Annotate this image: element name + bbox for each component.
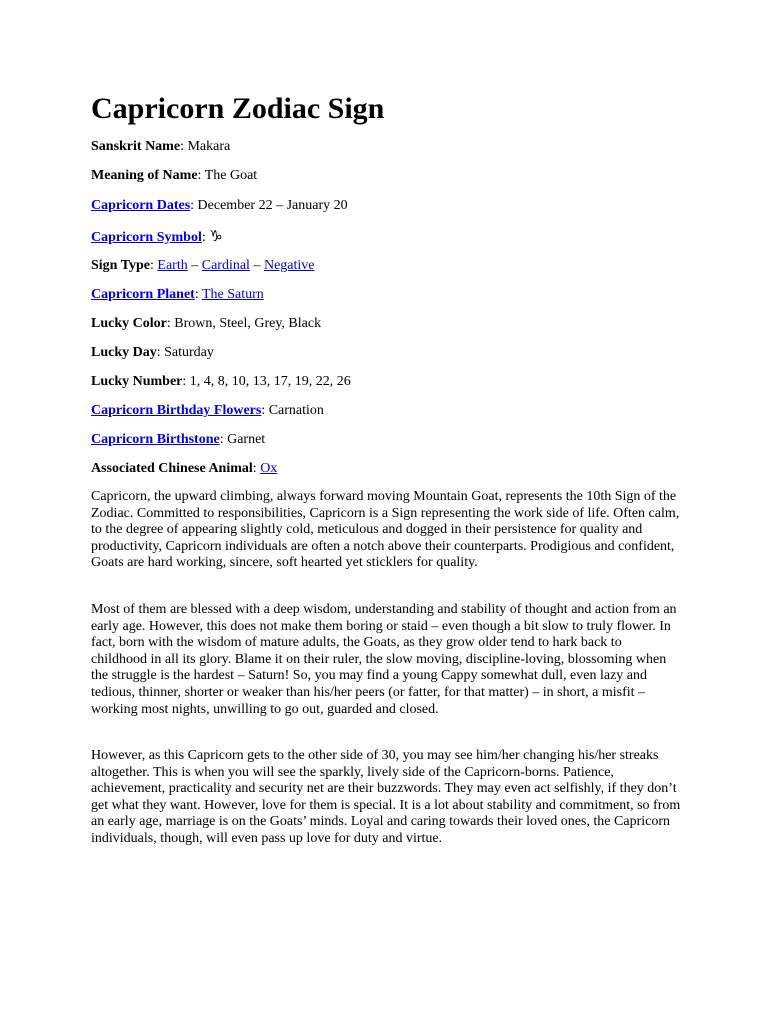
field-label: Lucky Number (91, 374, 183, 389)
capricorn-glyph-icon: ♑ (209, 227, 223, 245)
field-label: Lucky Day (91, 345, 157, 360)
ox-link[interactable]: Ox (260, 461, 278, 476)
field-lucky-color: Lucky Color: Brown, Steel, Grey, Black (91, 316, 322, 331)
earth-link[interactable]: Earth (157, 258, 188, 273)
field-sanskrit-name: Sanskrit Name: Makara (91, 139, 231, 154)
birthday-flowers-link[interactable]: Capricorn Birthday Flowers (91, 403, 262, 418)
field-value: 1, 4, 8, 10, 13, 17, 19, 22, 26 (189, 374, 351, 389)
field-capricorn-planet: Capricorn Planet: The Saturn (91, 287, 264, 302)
field-meaning-of-name: Meaning of Name: The Goat (91, 168, 258, 183)
field-lucky-day: Lucky Day: Saturday (91, 345, 214, 360)
the-saturn-link[interactable]: The Saturn (201, 287, 264, 302)
field-label: Meaning of Name (91, 168, 198, 183)
field-chinese-animal: Associated Chinese Animal: Ox (91, 461, 278, 476)
field-capricorn-dates: Capricorn Dates: December 22 – January 20 (91, 198, 348, 213)
field-value: Brown, Steel, Grey, Black (174, 316, 322, 331)
field-label: Sanskrit Name (91, 139, 181, 154)
field-label: Lucky Color (91, 316, 167, 331)
field-lucky-number: Lucky Number: 1, 4, 8, 10, 13, 17, 19, 22, 26 (91, 374, 351, 389)
capricorn-dates-link[interactable]: Capricorn Dates (91, 198, 191, 213)
field-value: Saturday (164, 345, 214, 360)
field-label: Associated Chinese Animal (91, 461, 253, 476)
field-value: December 22 – January 20 (197, 198, 348, 213)
separator: – (191, 258, 199, 273)
field-birthday-flowers: Capricorn Birthday Flowers: Carnation (91, 403, 324, 418)
capricorn-planet-link[interactable]: Capricorn Planet (91, 287, 195, 302)
field-value: The Goat (204, 168, 258, 183)
field-value: Makara (187, 139, 231, 154)
page-title: Capricorn Zodiac Sign (91, 92, 385, 125)
cardinal-link[interactable]: Cardinal (201, 258, 250, 273)
field-value: Garnet (227, 432, 266, 447)
paragraph: However, as this Capricorn gets to the other side of 30, you may see him/her changing his/her streaks altogether. This is when you will see the sparkly, lively side of the Capricorn-borns. Patience, achievement, practicality and security net are their buzzwords. They may even act selfishly, if they don’t get what they want. However, love for them is special. It is a lot about stability and commitment, so from an early age, marriage is on the Goats’ minds. Loyal and caring towards their loved ones, the Capricorn individuals, though, will even pass up love for duty and virtue. (91, 748, 681, 846)
field-value: Carnation (268, 403, 324, 418)
separator: – (253, 258, 261, 273)
field-sign-type: Sign Type: Earth – Cardinal – Negative (91, 258, 315, 273)
paragraph: Most of them are blessed with a deep wisdom, understanding and stability of thought and action from an early age. However, this does not make them boring or staid – even though a bit slow to truly flower. In fact, born with the wisdom of mature adults, the Goats, as they grow older tend to hark back to childhood in all its glory. Blame it on their ruler, the slow moving, discipline-loving, blossoming when the struggle is the hardest – Saturn! So, you may find a young Cappy somewhat dull, even lazy and tedious, thinner, shorter or weaker than his/her peers (or fatter, for that matter) – in short, a misfit – working most nights, unwilling to go out, guarded and closed. (91, 602, 677, 717)
field-capricorn-symbol: Capricorn Symbol: ♑ (91, 227, 223, 245)
field-birthstone: Capricorn Birthstone: Garnet (91, 432, 266, 447)
birthstone-link[interactable]: Capricorn Birthstone (91, 432, 220, 447)
capricorn-symbol-link[interactable]: Capricorn Symbol (91, 230, 202, 245)
field-label: Sign Type (91, 258, 151, 273)
paragraph: Capricorn, the upward climbing, always forward moving Mountain Goat, represents the 10th Sign of the Zodiac. Committed to responsibilities, Capricorn is a Sign representing the work side of life. Often calm, to the degree of appearing slightly cold, meticulous and dogged in their persistence for quality and productivity, Capricorn individuals are often a notch above their counterparts. Prodigious and confident, Goats are hard working, sincere, soft hearted yet sticklers for quality. (91, 489, 680, 571)
negative-link[interactable]: Negative (263, 258, 315, 273)
